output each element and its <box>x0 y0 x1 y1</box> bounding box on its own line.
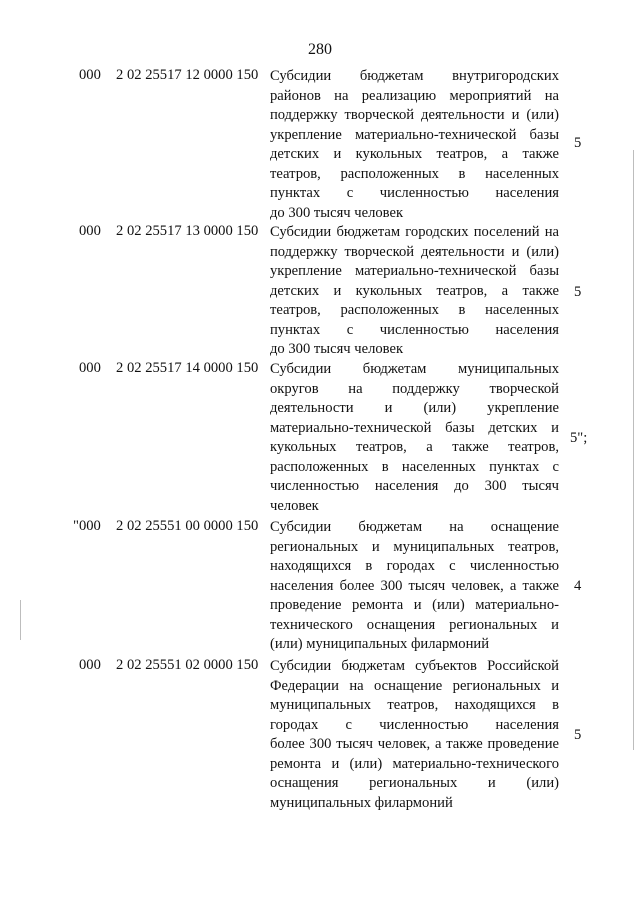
income-description <box>270 657 559 813</box>
description-line: материально-технической базы детских и <box>270 419 559 436</box>
page-number: 280 <box>308 41 332 58</box>
income-description <box>270 67 559 223</box>
norm-value: 5 <box>574 727 582 743</box>
budget-classification-code: 2 02 25517 14 0000 150 <box>116 360 259 376</box>
description-line: детских и кукольных театров, а также <box>270 282 559 299</box>
scan-edge-mark <box>20 600 21 640</box>
description-line: оснащения региональных и (или) <box>270 775 559 791</box>
budget-classification-code: 2 02 25517 13 0000 150 <box>116 223 259 239</box>
description-line: Субсидии бюджетам городских поселений на <box>270 224 559 240</box>
norm-value: 4 <box>574 578 582 594</box>
budget-classification-code: 2 02 25551 02 0000 150 <box>116 657 259 673</box>
description-line: Федерации на оснащение региональных и <box>270 677 559 694</box>
description-line: находящихся в городах с численностью <box>270 558 559 574</box>
description-line: поддержку творческой деятельности и (или) <box>270 243 559 260</box>
description-line: округов на поддержку творческой <box>270 380 559 397</box>
description-line: укрепление материально-технической базы <box>270 263 559 279</box>
admin-code: 000 <box>79 67 101 83</box>
description-line: театров, расположенных в населенных <box>270 165 559 182</box>
description-line: театров, расположенных в населенных <box>270 302 559 318</box>
description-line: детских и кукольных театров, а также <box>270 146 559 162</box>
description-line: пунктах с численностью населения <box>270 185 559 201</box>
description-line: (или) муниципальных филармоний <box>270 636 490 652</box>
description-line: кукольных театров, а также театров, <box>270 439 559 455</box>
description-line: региональных и муниципальных театров, <box>270 538 559 555</box>
norm-value: 5 <box>574 135 582 151</box>
description-line: Субсидии бюджетам субъектов Российской <box>270 658 559 674</box>
description-line: пунктах с численностью населения <box>270 321 559 338</box>
scan-edge-mark <box>633 150 634 750</box>
description-line: укрепление материально-технической базы <box>270 126 559 143</box>
admin-code: "000 <box>73 518 101 534</box>
description-line: до 300 тысяч человек <box>270 341 404 357</box>
budget-classification-code: 2 02 25551 00 0000 150 <box>116 518 259 534</box>
description-line: городах с численностью населения <box>270 716 559 733</box>
description-line: ремонта и (или) материально-технического <box>270 755 559 772</box>
description-line: расположенных в населенных пунктах с <box>270 458 559 475</box>
income-description <box>270 223 559 360</box>
income-description <box>270 360 559 516</box>
description-line: населения более 300 тысяч человек, а также <box>270 577 559 594</box>
description-line: численностью населения до 300 тысяч <box>270 478 559 494</box>
admin-code: 000 <box>79 223 101 239</box>
description-line: до 300 тысяч человек <box>270 204 404 221</box>
norm-value: 5 <box>574 284 582 300</box>
description-line: Субсидии бюджетам внутригородских <box>270 68 559 84</box>
description-line: муниципальных театров, находящихся в <box>270 697 559 713</box>
income-description <box>270 518 559 655</box>
admin-code: 000 <box>79 360 101 376</box>
admin-code: 000 <box>79 657 101 673</box>
description-line: проведение ремонта и (или) материально- <box>270 597 559 613</box>
description-line: человек <box>270 497 319 514</box>
description-line: Субсидии бюджетам на оснащение <box>270 519 559 535</box>
description-line: поддержку творческой деятельности и (или) <box>270 107 559 123</box>
description-line: районов на реализацию мероприятий на <box>270 87 559 104</box>
description-line: более 300 тысяч человек, а также проведение <box>270 736 559 752</box>
description-line: деятельности и (или) укрепление <box>270 400 559 416</box>
norm-value: 5"; <box>570 430 588 446</box>
description-line: технического оснащения региональных и <box>270 616 559 633</box>
description-line: муниципальных филармоний <box>270 794 453 811</box>
description-line: Субсидии бюджетам муниципальных <box>270 361 559 377</box>
budget-classification-code: 2 02 25517 12 0000 150 <box>116 67 259 83</box>
